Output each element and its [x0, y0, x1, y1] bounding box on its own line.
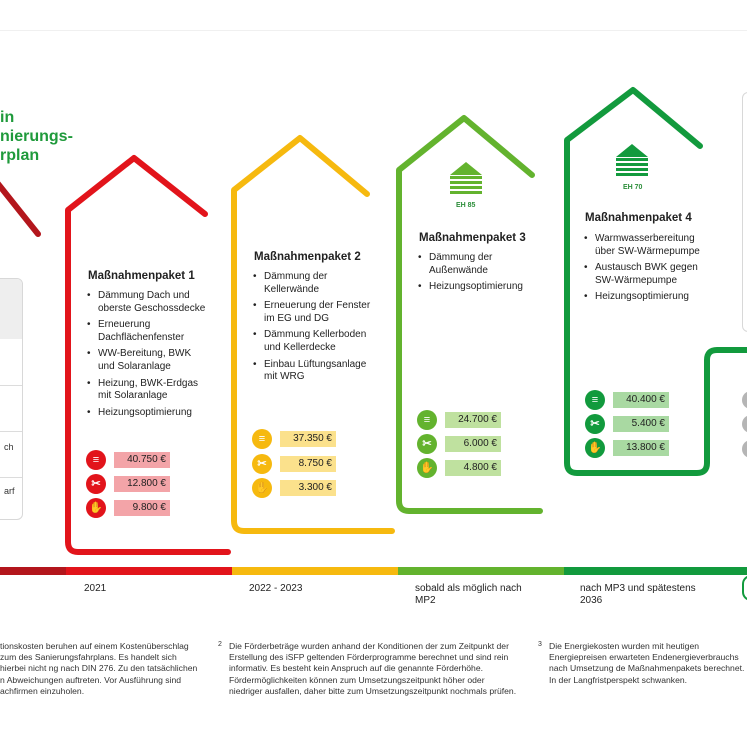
subsidy-icon: ✂	[86, 474, 106, 494]
cost-value: 12.800 €	[114, 476, 170, 492]
coins-icon: ≡	[252, 429, 272, 449]
left-summary-card	[0, 278, 23, 520]
coins-icon: ≡	[86, 450, 106, 470]
cost-value: 13.800 €	[613, 440, 669, 456]
title-line: rplan	[0, 147, 40, 164]
title-line: in	[0, 109, 15, 126]
footnote-2-number: 2	[218, 641, 222, 648]
frame-prev	[0, 180, 38, 234]
left-card-text: arf	[4, 486, 15, 496]
measure-item: • Heizungsoptimierung	[583, 291, 705, 304]
measure-item: • Dämmung der Kellerwände	[252, 271, 372, 296]
measure-item: • Heizung, BWK-Erdgas mit Solaranlage	[86, 378, 206, 403]
timeline-label-3: sobald als möglich nach MP2	[415, 583, 522, 606]
timeline-segment-1	[66, 567, 232, 575]
right-summary-card	[742, 92, 747, 332]
cost-value: 40.400 €	[613, 392, 669, 408]
eh70-house-icon	[616, 144, 648, 176]
timeline-segment-2	[232, 567, 398, 575]
left-card-text: ch	[4, 442, 14, 452]
hand-coin-icon: ✋	[86, 498, 106, 518]
cost-value: 40.750 €	[114, 452, 170, 468]
measure-item: • Austausch BWK gegen SW-Wärmepumpe	[583, 262, 705, 287]
measure-item: • Dämmung Kellerboden und Kellerdecke	[252, 329, 372, 354]
eh85-house-icon	[450, 162, 482, 194]
package-3-title: Maßnahmenpaket 3	[419, 232, 526, 244]
package-1-items	[86, 290, 206, 423]
cost-value: 6.000 €	[445, 436, 501, 452]
cost-value: 4.800 €	[445, 460, 501, 476]
measure-item: • Erneuerung der Fenster im EG und DG	[252, 300, 372, 325]
timeline-segment-3	[398, 567, 564, 575]
hand-coin-icon: ✋	[417, 458, 437, 478]
cost-value: 24.700 €	[445, 412, 501, 428]
eh70-label: EH 70	[623, 184, 643, 191]
package-4-items	[583, 233, 705, 308]
subsidy-icon: ✂	[417, 434, 437, 454]
cost-value: 9.800 €	[114, 500, 170, 516]
timeline-label-1: 2021	[84, 583, 107, 594]
measure-item: • WW-Bereitung, BWK und Solaranlage	[86, 348, 206, 373]
subsidy-icon: ✂	[585, 414, 605, 434]
measure-item: • Einbau Lüftungsanlage mit WRG	[252, 359, 372, 384]
cost-value: 8.750 €	[280, 456, 336, 472]
cost-value: 5.400 €	[613, 416, 669, 432]
footnote-2: Die Förderbeträge wurden anhand der Konditionen der zum Zeitpunkt der Erstellung des iSFP geltenden Förderprogramme berechnet und sind rein informativ. Es besteht kein Anspruch auf die genannte Förderhöhe. Fördermöglichkeiten können zum Umsetzungszeitpunkt höher oder niedriger ausfallen, daher bitte zum Umsetzungszeitpunkt nochmals prüfen.	[229, 641, 517, 696]
measure-item: • Dämmung Dach und oberste Geschossdecke	[86, 290, 206, 315]
package-4-title: Maßnahmenpaket 4	[585, 212, 692, 224]
package-3-items	[417, 252, 537, 298]
subsidy-icon: ✂	[252, 454, 272, 474]
footnote-1: tionskosten beruhen auf einem Kostenüberschlag zum des Sanierungsfahrplans. Es handelt sich hierbei nicht ng nach DIN 276. Zu den tatsächlichen n Abweichungen auftreten. Vor Ausführung sind achfirmen einzuholen.	[0, 641, 198, 696]
title-line: nierungs-	[0, 128, 73, 145]
timeline-segment-4	[564, 567, 747, 575]
package-1-title: Maßnahmenpaket 1	[88, 270, 195, 282]
timeline-label-2: 2022 - 2023	[249, 583, 303, 594]
coins-icon: ≡	[417, 410, 437, 430]
measure-item: • Heizungsoptimierung	[417, 281, 537, 294]
hand-coin-icon: ✋	[252, 478, 272, 498]
timeline-segment-prev	[0, 567, 66, 575]
timeline-end-marker	[742, 575, 747, 601]
measure-item: • Erneuerung Dachflächenfenster	[86, 319, 206, 344]
measure-item: • Dämmung der Außenwände	[417, 252, 537, 277]
package-2-items	[252, 271, 372, 388]
footnote-3: Die Energiekosten wurden mit heutigen Energiepreisen erwarteten Endenergieverbrauchs nach Umsetzung de Maßnahmenpakets berechnet. In der Langfristperspekt schwanken.	[549, 641, 745, 685]
measure-item: • Heizungsoptimierung	[86, 407, 206, 420]
timeline-label-4: nach MP3 und spätestens 2036	[580, 583, 696, 606]
cost-value: 37.350 €	[280, 431, 336, 447]
hand-coin-icon: ✋	[585, 438, 605, 458]
measure-item: • Warmwasserbereitung über SW-Wärmepumpe	[583, 233, 705, 258]
cost-value: 3.300 €	[280, 480, 336, 496]
eh85-label: EH 85	[456, 202, 476, 209]
coins-icon: ≡	[585, 390, 605, 410]
package-2-title: Maßnahmenpaket 2	[254, 251, 361, 263]
footnote-3-number: 3	[538, 641, 542, 648]
